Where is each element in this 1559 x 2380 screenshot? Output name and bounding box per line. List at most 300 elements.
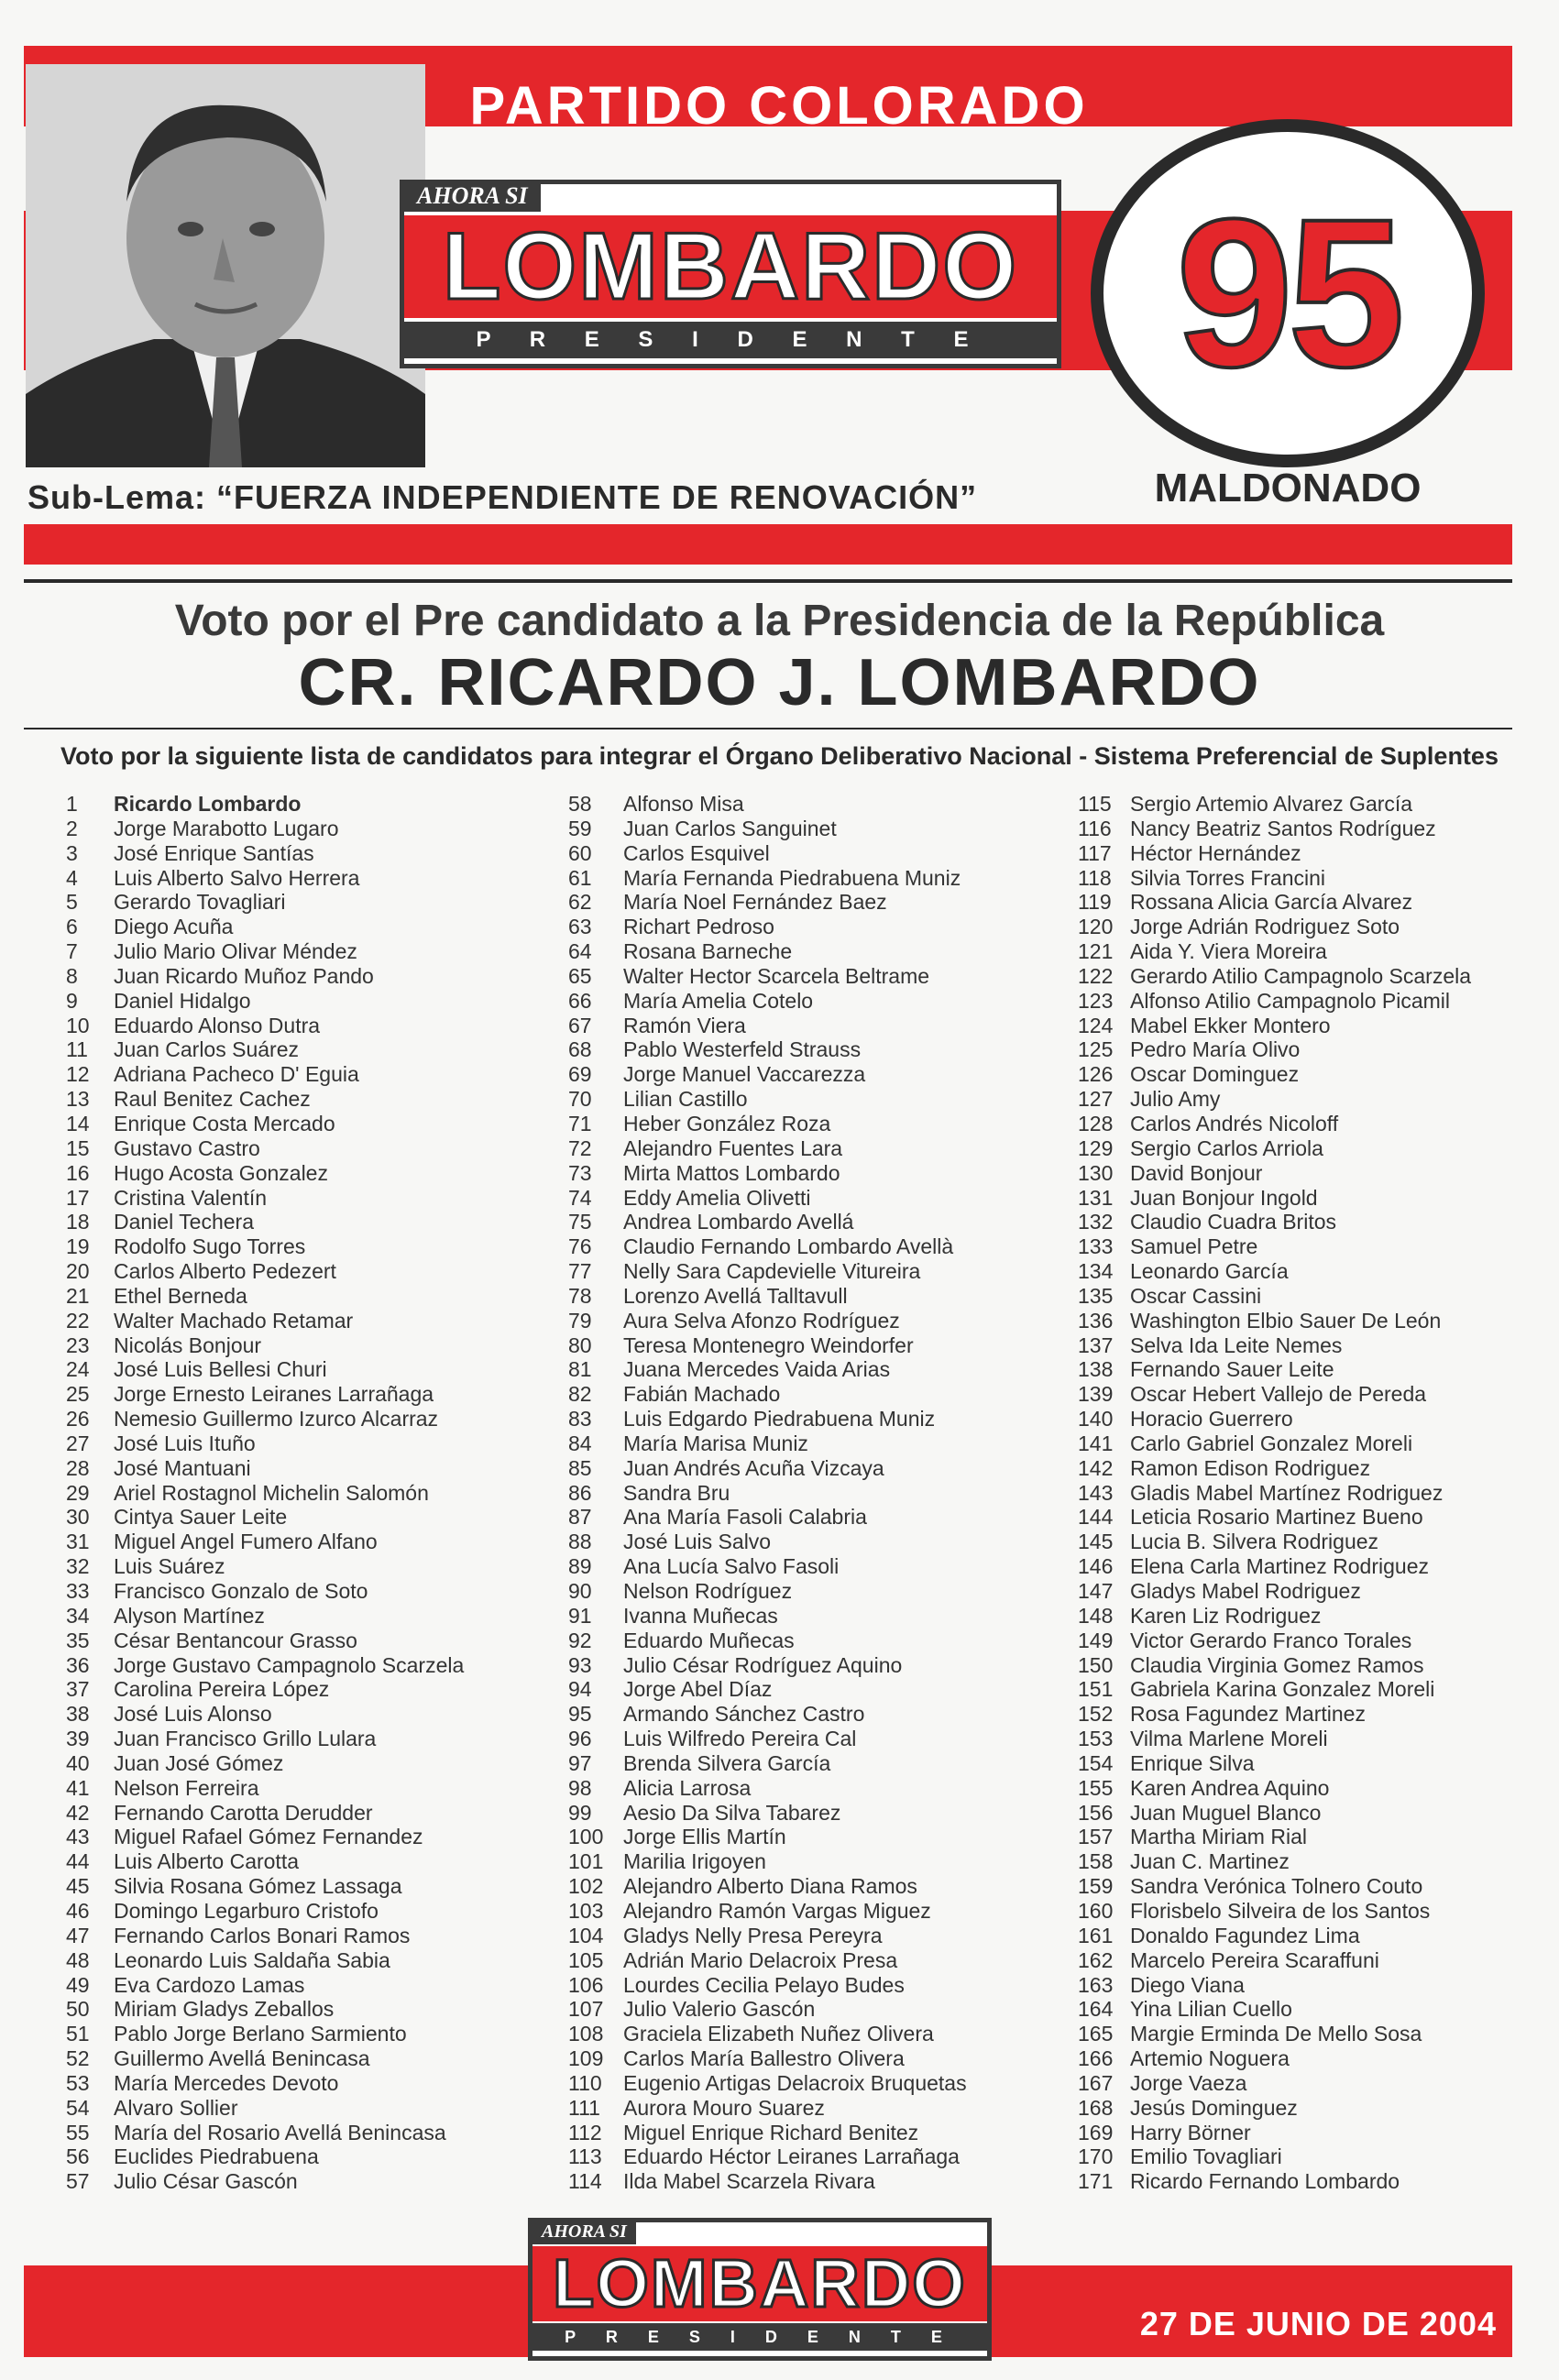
candidate-name: Oscar Cassini — [1130, 1283, 1262, 1308]
candidate-row — [568, 1357, 967, 1382]
candidate-name: Carlos Alberto Pedezert — [114, 1259, 336, 1284]
candidate-number: 124 — [1078, 1013, 1114, 1037]
candidate-row — [568, 915, 967, 939]
candidate-number: 147 — [1078, 1579, 1114, 1603]
candidate-number: 78 — [568, 1283, 592, 1308]
candidate-row — [66, 1014, 464, 1038]
candidate-row — [66, 1776, 464, 1801]
candidate-number: 54 — [66, 2095, 90, 2120]
candidate-number: 1 — [66, 792, 78, 816]
candidate-row — [568, 1037, 967, 1062]
candidate-row — [1078, 1973, 1471, 1998]
candidate-row — [66, 2169, 464, 2194]
candidate-name: Ricardo Lombardo — [114, 792, 302, 816]
candidate-number: 106 — [568, 1972, 604, 1997]
candidate-number: 100 — [568, 1825, 604, 1849]
candidate-row — [66, 964, 464, 989]
candidate-row — [66, 1186, 464, 1211]
candidate-name: Jorge Vaeza — [1130, 2070, 1247, 2095]
candidate-number: 146 — [1078, 1554, 1114, 1579]
candidate-number: 86 — [568, 1480, 592, 1505]
candidate-number: 148 — [1078, 1603, 1114, 1628]
candidate-name: Florisbelo Silveira de los Santos — [1130, 1898, 1431, 1923]
candidate-name: Enrique Silva — [1130, 1750, 1255, 1775]
candidate-number: 35 — [66, 1628, 90, 1652]
candidate-row — [568, 890, 967, 915]
candidate-number: 170 — [1078, 2144, 1114, 2169]
candidate-name: Nelson Rodríguez — [623, 1579, 793, 1603]
candidate-name: María Noel Fernández Baez — [623, 890, 887, 915]
candidate-number: 68 — [568, 1037, 592, 1062]
candidate-row — [568, 2046, 967, 2071]
candidate-name: Adriana Pacheco D' Eguia — [114, 1062, 359, 1087]
candidate-row — [1078, 2046, 1471, 2071]
candidate-name: Mirta Mattos Lombardo — [623, 1160, 840, 1185]
candidate-row — [66, 1456, 464, 1481]
candidate-row — [1078, 1481, 1471, 1506]
candidate-number: 44 — [66, 1849, 90, 1874]
candidate-name: Eduardo Alonso Dutra — [114, 1013, 321, 1037]
candidate-number: 164 — [1078, 1997, 1114, 2022]
candidate-number: 113 — [568, 2144, 602, 2169]
candidate-number: 111 — [568, 2095, 600, 2120]
candidate-name: Juan Ricardo Muñoz Pando — [114, 963, 374, 988]
candidate-name: Alejandro Fuentes Lara — [623, 1135, 843, 1160]
candidate-number: 79 — [568, 1308, 592, 1333]
candidate-name: Nelson Ferreira — [114, 1775, 259, 1800]
candidate-number: 126 — [1078, 1062, 1114, 1087]
candidate-row — [568, 1530, 967, 1554]
candidate-number: 91 — [568, 1603, 592, 1628]
candidate-number: 65 — [568, 963, 592, 988]
candidate-name: Luis Alberto Salvo Herrera — [114, 865, 360, 890]
candidate-row — [66, 1801, 464, 1826]
candidate-row — [1078, 2022, 1471, 2046]
candidate-row — [568, 1629, 967, 1653]
candidate-row — [1078, 1849, 1471, 1874]
candidate-name: Graciela Elizabeth Nuñez Olivera — [623, 2022, 934, 2046]
candidate-number: 34 — [66, 1603, 90, 1628]
candidate-row — [568, 1727, 967, 1751]
candidate-number: 4 — [66, 865, 78, 890]
candidate-row — [568, 2071, 967, 2096]
candidate-row — [66, 1407, 464, 1431]
candidate-number: 128 — [1078, 1111, 1114, 1135]
candidate-name: Pedro María Olivo — [1130, 1037, 1301, 1062]
candidate-name: Sergio Artemio Alvarez García — [1130, 792, 1413, 816]
candidate-row — [1078, 1333, 1471, 1358]
candidate-number: 137 — [1078, 1333, 1114, 1357]
candidate-number: 73 — [568, 1160, 592, 1185]
candidate-number: 16 — [66, 1160, 90, 1185]
candidate-row — [568, 1825, 967, 1849]
candidate-name: Leonardo Luis Saldaña Sabia — [114, 1947, 390, 1972]
candidate-row — [66, 1973, 464, 1998]
candidate-name: Elena Carla Martinez Rodriguez — [1130, 1554, 1429, 1579]
candidate-row — [66, 939, 464, 964]
candidate-number: 8 — [66, 963, 78, 988]
candidate-row — [1078, 1382, 1471, 1407]
candidate-name: Nelly Sara Capdevielle Vitureira — [623, 1259, 921, 1284]
candidate-name: Margie Erminda De Mello Sosa — [1130, 2022, 1422, 2046]
header-logo-name: LOMBARDO — [404, 215, 1057, 318]
candidate-number: 115 — [1078, 792, 1112, 816]
candidate-name: Euclides Piedrabuena — [114, 2144, 319, 2169]
candidate-number: 32 — [66, 1554, 90, 1579]
candidate-row — [568, 1948, 967, 1973]
candidate-row — [66, 2071, 464, 2096]
candidate-number: 97 — [568, 1750, 592, 1775]
candidate-name: Enrique Costa Mercado — [114, 1111, 335, 1135]
candidate-name: Juan Carlos Sanguinet — [623, 816, 837, 840]
candidate-number: 156 — [1078, 1800, 1114, 1825]
candidate-row — [1078, 1014, 1471, 1038]
candidate-number: 151 — [1078, 1677, 1114, 1702]
candidate-name: Walter Machado Retamar — [114, 1308, 354, 1333]
candidate-number: 82 — [568, 1382, 592, 1407]
candidate-row — [1078, 866, 1471, 891]
candidate-row — [568, 1776, 967, 1801]
candidate-number: 56 — [66, 2144, 90, 2169]
candidate-name: Jorge Gustavo Campagnolo Scarzela — [114, 1652, 465, 1677]
candidate-portrait-image — [26, 64, 425, 467]
candidate-number: 29 — [66, 1480, 90, 1505]
candidate-number: 120 — [1078, 915, 1114, 939]
header-divider-line — [24, 579, 1512, 583]
candidate-row — [1078, 2169, 1471, 2194]
candidate-name: Jorge Ellis Martín — [623, 1825, 786, 1849]
candidate-name: Miriam Gladys Zeballos — [114, 1997, 335, 2022]
candidate-name: Oscar Dominguez — [1130, 1062, 1300, 1087]
candidate-row — [568, 1431, 967, 1456]
candidate-number: 46 — [66, 1898, 90, 1923]
candidate-name: Andrea Lombardo Avellá — [623, 1210, 854, 1234]
candidate-row — [568, 1801, 967, 1826]
footer-logo — [528, 2218, 992, 2361]
candidate-name: Samuel Petre — [1130, 1234, 1258, 1259]
candidate-number: 25 — [66, 1382, 90, 1407]
candidate-row — [568, 1604, 967, 1629]
candidate-number: 47 — [66, 1923, 90, 1947]
candidate-row — [568, 2169, 967, 2194]
candidate-number: 134 — [1078, 1259, 1114, 1284]
candidate-name: Juan C. Martinez — [1130, 1849, 1290, 1874]
candidate-name: Jorge Ernesto Leiranes Larrañaga — [114, 1382, 434, 1407]
candidate-name: Carlos Esquivel — [623, 840, 770, 865]
candidate-number: 52 — [66, 2046, 90, 2071]
candidate-row — [1078, 1899, 1471, 1924]
candidate-name: Claudia Virginia Gomez Ramos — [1130, 1652, 1424, 1677]
candidate-row — [568, 1677, 967, 1702]
candidate-name: Ana María Fasoli Calabria — [623, 1505, 867, 1530]
candidate-row — [66, 1087, 464, 1112]
candidate-name: Ramón Viera — [623, 1013, 746, 1037]
candidate-number: 127 — [1078, 1087, 1114, 1112]
candidate-name: Eduardo Muñecas — [623, 1628, 795, 1652]
candidate-name: Washington Elbio Sauer De León — [1130, 1308, 1442, 1333]
candidate-name: Alicia Larrosa — [623, 1775, 752, 1800]
candidate-number: 59 — [568, 816, 592, 840]
candidate-row — [568, 1554, 967, 1579]
candidate-row — [1078, 1776, 1471, 1801]
candidate-row — [1078, 1554, 1471, 1579]
candidate-number: 118 — [1078, 865, 1112, 890]
candidate-number: 171 — [1078, 2169, 1114, 2194]
candidate-row — [568, 1751, 967, 1776]
candidate-row — [568, 1161, 967, 1186]
candidate-number: 9 — [66, 988, 78, 1013]
candidate-name: Martha Miriam Rial — [1130, 1825, 1307, 1849]
candidate-row — [1078, 1702, 1471, 1727]
candidate-name: Rosa Fagundez Martinez — [1130, 1702, 1366, 1727]
candidate-row — [568, 1702, 967, 1727]
candidate-number: 114 — [568, 2169, 602, 2194]
candidate-row — [66, 1554, 464, 1579]
candidate-row — [66, 1259, 464, 1284]
candidate-name: Daniel Techera — [114, 1210, 255, 1234]
candidate-row — [1078, 1112, 1471, 1136]
candidate-number: 138 — [1078, 1357, 1114, 1382]
candidate-row — [66, 1234, 464, 1259]
candidate-number: 141 — [1078, 1431, 1114, 1455]
candidate-row — [66, 1997, 464, 2022]
candidate-name: Juan Muguel Blanco — [1130, 1800, 1322, 1825]
candidate-name: Sandra Verónica Tolnero Couto — [1130, 1874, 1423, 1899]
candidate-name: Gustavo Castro — [114, 1135, 260, 1160]
candidate-number: 18 — [66, 1210, 90, 1234]
candidate-row — [66, 1579, 464, 1604]
candidate-row — [568, 1997, 967, 2022]
candidate-row — [66, 1899, 464, 1924]
candidate-name: Rodolfo Sugo Torres — [114, 1234, 306, 1259]
candidate-row — [1078, 1874, 1471, 1899]
candidate-number: 15 — [66, 1135, 90, 1160]
candidate-row — [568, 1481, 967, 1506]
candidate-row — [66, 2144, 464, 2169]
candidate-row — [1078, 1357, 1471, 1382]
candidate-row — [1078, 792, 1471, 817]
candidate-row — [1078, 890, 1471, 915]
candidate-number: 45 — [66, 1874, 90, 1899]
candidate-number: 144 — [1078, 1505, 1114, 1530]
candidate-row — [66, 1357, 464, 1382]
candidate-number: 64 — [568, 939, 592, 964]
candidate-number: 92 — [568, 1628, 592, 1652]
candidate-name: José Luis Bellesi Churi — [114, 1357, 327, 1382]
candidate-number: 149 — [1078, 1628, 1114, 1652]
candidate-name: María del Rosario Avellá Benincasa — [114, 2120, 446, 2144]
candidate-row — [66, 1604, 464, 1629]
candidate-row — [568, 1136, 967, 1161]
header-logo-office: P R E S I D E N T E — [404, 322, 1057, 358]
candidate-name: Raul Benitez Cachez — [114, 1087, 311, 1112]
candidate-row — [66, 1825, 464, 1849]
candidate-row — [568, 1874, 967, 1899]
candidate-row — [568, 866, 967, 891]
candidate-row — [66, 1382, 464, 1407]
candidate-row — [568, 1579, 967, 1604]
candidate-name: Ana Lucía Salvo Fasoli — [623, 1554, 840, 1579]
candidate-number: 110 — [568, 2070, 602, 2095]
candidate-row — [66, 1948, 464, 1973]
candidate-row — [66, 1751, 464, 1776]
candidate-number: 60 — [568, 840, 592, 865]
candidate-row — [1078, 1062, 1471, 1087]
candidate-name: Eddy Amelia Olivetti — [623, 1185, 811, 1210]
candidate-row — [1078, 1407, 1471, 1431]
candidate-number: 19 — [66, 1234, 90, 1259]
candidate-row — [1078, 1186, 1471, 1211]
candidate-number: 24 — [66, 1357, 90, 1382]
candidate-number: 165 — [1078, 2022, 1114, 2046]
candidate-row — [1078, 964, 1471, 989]
candidate-name: Richart Pedroso — [623, 915, 774, 939]
candidate-number: 129 — [1078, 1135, 1114, 1160]
candidate-row — [1078, 1825, 1471, 1849]
candidate-number: 154 — [1078, 1750, 1114, 1775]
candidate-name: Jorge Marabotto Lugaro — [114, 816, 339, 840]
candidate-number: 3 — [66, 840, 78, 865]
candidate-row — [568, 939, 967, 964]
candidate-name: Lourdes Cecilia Pelayo Budes — [623, 1972, 905, 1997]
candidate-number: 26 — [66, 1407, 90, 1431]
candidate-row — [1078, 1037, 1471, 1062]
candidate-name: Eugenio Artigas Delacroix Bruquetas — [623, 2070, 967, 2095]
candidate-name: Aurora Mouro Suarez — [623, 2095, 825, 2120]
candidate-name: Alfonso Misa — [623, 792, 744, 816]
candidate-number: 153 — [1078, 1727, 1114, 1751]
candidate-row — [568, 964, 967, 989]
candidate-number: 66 — [568, 988, 592, 1013]
candidate-name: José Mantuani — [114, 1455, 251, 1480]
candidate-name: Juan Bonjour Ingold — [1130, 1185, 1318, 1210]
candidate-number: 158 — [1078, 1849, 1114, 1874]
candidate-number: 88 — [568, 1530, 592, 1554]
candidate-row — [1078, 1604, 1471, 1629]
candidate-number: 33 — [66, 1579, 90, 1603]
candidate-row — [1078, 1997, 1471, 2022]
candidate-name: Alejandro Ramón Vargas Miguez — [623, 1898, 931, 1923]
candidate-number: 102 — [568, 1874, 604, 1899]
candidate-name: Selva Ida Leite Nemes — [1130, 1333, 1343, 1357]
candidate-number: 117 — [1078, 840, 1112, 865]
candidate-name: Fabián Machado — [623, 1382, 781, 1407]
candidate-number: 20 — [66, 1259, 90, 1284]
candidate-row — [568, 1186, 967, 1211]
candidate-row — [568, 841, 967, 866]
candidate-name: José Luis Salvo — [623, 1530, 772, 1554]
candidate-row — [1078, 1653, 1471, 1678]
candidate-number: 77 — [568, 1259, 592, 1284]
candidate-name: Jesús Dominguez — [1130, 2095, 1298, 2120]
candidate-row — [568, 2121, 967, 2145]
candidate-number: 14 — [66, 1111, 90, 1135]
candidate-name: Jorge Abel Díaz — [623, 1677, 773, 1702]
candidate-row — [568, 1849, 967, 1874]
candidate-name: Guillermo Avellá Benincasa — [114, 2046, 370, 2071]
candidate-number: 119 — [1078, 890, 1112, 915]
candidate-number: 75 — [568, 1210, 592, 1234]
candidate-name: Gladys Nelly Presa Pereyra — [623, 1923, 883, 1947]
candidate-name: Claudio Fernando Lombardo Avellà — [623, 1234, 954, 1259]
candidate-name: Luis Suárez — [114, 1554, 225, 1579]
candidate-row — [1078, 1677, 1471, 1702]
candidate-number: 11 — [66, 1037, 88, 1062]
candidate-number: 23 — [66, 1333, 90, 1357]
candidate-row — [568, 1062, 967, 1087]
candidate-number: 139 — [1078, 1382, 1114, 1407]
candidate-number: 155 — [1078, 1775, 1114, 1800]
candidate-number: 167 — [1078, 2070, 1114, 2095]
candidate-number: 162 — [1078, 1947, 1114, 1972]
candidate-row — [1078, 1801, 1471, 1826]
candidate-name: Teresa Montenegro Weindorfer — [623, 1333, 914, 1357]
candidate-name: Lorenzo Avellá Talltavull — [623, 1283, 848, 1308]
candidate-number: 135 — [1078, 1283, 1114, 1308]
candidate-list-column-1 — [66, 792, 464, 2194]
candidate-name: Diego Acuña — [114, 915, 234, 939]
footer-logo-ahora: AHORA SI — [532, 2219, 636, 2244]
department-name: MALDONADO — [1154, 466, 1422, 510]
candidate-number: 49 — [66, 1972, 90, 1997]
candidate-name: Walter Hector Scarcela Beltrame — [623, 963, 930, 988]
candidate-name: Eva Cardozo Lamas — [114, 1972, 305, 1997]
candidate-row — [1078, 1579, 1471, 1604]
candidate-number: 123 — [1078, 988, 1114, 1013]
candidate-name: Luis Alberto Carotta — [114, 1849, 300, 1874]
candidate-number: 125 — [1078, 1037, 1114, 1062]
candidate-name: Mabel Ekker Montero — [1130, 1013, 1331, 1037]
candidate-number: 93 — [568, 1652, 592, 1677]
candidate-name: Fernando Sauer Leite — [1130, 1357, 1334, 1382]
candidate-name: Miguel Enrique Richard Benitez — [623, 2120, 919, 2144]
candidate-name: Héctor Hernández — [1130, 840, 1301, 865]
candidate-number: 121 — [1078, 939, 1114, 964]
candidate-row — [66, 2096, 464, 2121]
candidate-number: 55 — [66, 2120, 90, 2144]
candidate-row — [66, 1849, 464, 1874]
candidate-name: Gladys Mabel Rodriguez — [1130, 1579, 1361, 1603]
candidate-number: 38 — [66, 1702, 90, 1727]
sublema — [27, 478, 977, 517]
candidate-number: 63 — [568, 915, 592, 939]
candidate-name: Julio César Rodríguez Aquino — [623, 1652, 903, 1677]
candidate-row — [1078, 1087, 1471, 1112]
candidate-name: Hugo Acosta Gonzalez — [114, 1160, 328, 1185]
candidate-number: 62 — [568, 890, 592, 915]
candidate-number: 37 — [66, 1677, 90, 1702]
candidate-name: Leonardo García — [1130, 1259, 1289, 1284]
candidate-name: Marcelo Pereira Scaraffuni — [1130, 1947, 1379, 1972]
candidate-name: María Fernanda Piedrabuena Muniz — [623, 865, 961, 890]
candidate-row — [568, 989, 967, 1014]
candidate-number: 103 — [568, 1898, 604, 1923]
candidate-number: 80 — [568, 1333, 592, 1357]
candidate-row — [1078, 1751, 1471, 1776]
candidate-number: 169 — [1078, 2120, 1114, 2144]
candidate-row — [568, 817, 967, 841]
candidate-name: Domingo Legarburo Cristofo — [114, 1898, 379, 1923]
candidate-row — [66, 915, 464, 939]
candidate-number: 40 — [66, 1750, 90, 1775]
candidate-name: Carlos Andrés Nicoloff — [1130, 1111, 1339, 1135]
candidate-row — [568, 1284, 967, 1309]
candidate-number: 104 — [568, 1923, 604, 1947]
candidate-number: 36 — [66, 1652, 90, 1677]
candidate-name: Claudio Cuadra Britos — [1130, 1210, 1337, 1234]
candidate-row — [1078, 1309, 1471, 1333]
candidate-number: 109 — [568, 2046, 604, 2071]
